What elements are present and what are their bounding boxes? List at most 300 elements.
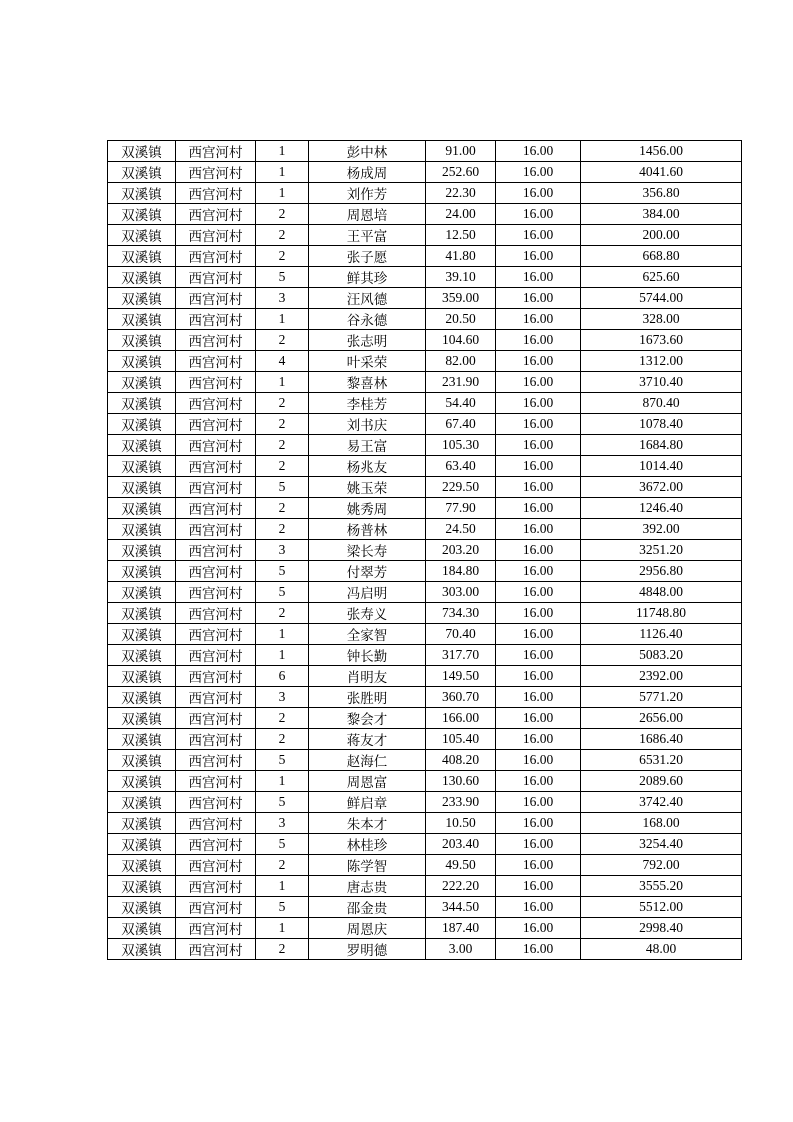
table-row (108, 372, 742, 393)
cell-name: 唐志贵 (309, 876, 426, 897)
cell-unit-price: 16.00 (496, 540, 581, 561)
cell-quantity: 91.00 (426, 141, 496, 162)
cell-quantity: 67.40 (426, 414, 496, 435)
cell-quantity: 184.80 (426, 561, 496, 582)
cell-name: 杨普林 (309, 519, 426, 540)
cell-village: 西宫河村 (176, 876, 256, 897)
table-row (108, 204, 742, 225)
cell-amount: 6531.20 (581, 750, 742, 771)
cell-town: 双溪镇 (108, 708, 176, 729)
table-row (108, 750, 742, 771)
cell-village: 西宫河村 (176, 246, 256, 267)
cell-amount: 3672.00 (581, 477, 742, 498)
cell-name: 张寿义 (309, 603, 426, 624)
cell-amount: 356.80 (581, 183, 742, 204)
cell-name: 邵金贵 (309, 897, 426, 918)
cell-quantity: 77.90 (426, 498, 496, 519)
cell-name: 全家智 (309, 624, 426, 645)
cell-quantity: 70.40 (426, 624, 496, 645)
cell-group: 1 (256, 141, 309, 162)
cell-name: 鲜其珍 (309, 267, 426, 288)
cell-amount: 392.00 (581, 519, 742, 540)
cell-amount: 2392.00 (581, 666, 742, 687)
cell-name: 蒋友才 (309, 729, 426, 750)
cell-village: 西宫河村 (176, 372, 256, 393)
cell-group: 5 (256, 582, 309, 603)
cell-quantity: 130.60 (426, 771, 496, 792)
cell-town: 双溪镇 (108, 162, 176, 183)
cell-unit-price: 16.00 (496, 771, 581, 792)
cell-village: 西宫河村 (176, 561, 256, 582)
cell-name: 周恩庆 (309, 918, 426, 939)
cell-amount: 1684.80 (581, 435, 742, 456)
cell-village: 西宫河村 (176, 393, 256, 414)
cell-group: 4 (256, 351, 309, 372)
cell-name: 彭中林 (309, 141, 426, 162)
cell-amount: 200.00 (581, 225, 742, 246)
cell-unit-price: 16.00 (496, 414, 581, 435)
cell-village: 西宫河村 (176, 204, 256, 225)
table-row (108, 435, 742, 456)
cell-town: 双溪镇 (108, 771, 176, 792)
cell-unit-price: 16.00 (496, 855, 581, 876)
cell-amount: 3742.40 (581, 792, 742, 813)
cell-group: 5 (256, 561, 309, 582)
cell-group: 2 (256, 414, 309, 435)
cell-unit-price: 16.00 (496, 498, 581, 519)
cell-quantity: 203.40 (426, 834, 496, 855)
cell-village: 西宫河村 (176, 855, 256, 876)
cell-group: 3 (256, 813, 309, 834)
cell-amount: 1456.00 (581, 141, 742, 162)
table-row (108, 393, 742, 414)
cell-amount: 5744.00 (581, 288, 742, 309)
cell-town: 双溪镇 (108, 729, 176, 750)
cell-amount: 5512.00 (581, 897, 742, 918)
cell-name: 陈学智 (309, 855, 426, 876)
cell-village: 西宫河村 (176, 813, 256, 834)
cell-village: 西宫河村 (176, 225, 256, 246)
cell-amount: 3254.40 (581, 834, 742, 855)
cell-town: 双溪镇 (108, 687, 176, 708)
cell-unit-price: 16.00 (496, 561, 581, 582)
cell-amount: 5771.20 (581, 687, 742, 708)
cell-unit-price: 16.00 (496, 477, 581, 498)
cell-name: 张志明 (309, 330, 426, 351)
cell-amount: 625.60 (581, 267, 742, 288)
cell-amount: 1078.40 (581, 414, 742, 435)
cell-quantity: 303.00 (426, 582, 496, 603)
table-row (108, 309, 742, 330)
cell-quantity: 12.50 (426, 225, 496, 246)
cell-town: 双溪镇 (108, 855, 176, 876)
cell-amount: 3555.20 (581, 876, 742, 897)
cell-unit-price: 16.00 (496, 309, 581, 330)
cell-name: 冯启明 (309, 582, 426, 603)
table-row (108, 477, 742, 498)
cell-unit-price: 16.00 (496, 666, 581, 687)
cell-amount: 870.40 (581, 393, 742, 414)
cell-town: 双溪镇 (108, 330, 176, 351)
cell-amount: 3251.20 (581, 540, 742, 561)
cell-amount: 1686.40 (581, 729, 742, 750)
cell-unit-price: 16.00 (496, 330, 581, 351)
cell-town: 双溪镇 (108, 897, 176, 918)
cell-group: 2 (256, 855, 309, 876)
cell-quantity: 222.20 (426, 876, 496, 897)
table-row (108, 351, 742, 372)
cell-town: 双溪镇 (108, 918, 176, 939)
table-row (108, 876, 742, 897)
cell-group: 5 (256, 750, 309, 771)
cell-town: 双溪镇 (108, 351, 176, 372)
cell-amount: 1126.40 (581, 624, 742, 645)
cell-name: 易王富 (309, 435, 426, 456)
table-row (108, 813, 742, 834)
cell-village: 西宫河村 (176, 540, 256, 561)
cell-village: 西宫河村 (176, 267, 256, 288)
cell-quantity: 104.60 (426, 330, 496, 351)
cell-town: 双溪镇 (108, 288, 176, 309)
cell-village: 西宫河村 (176, 729, 256, 750)
table-row (108, 141, 742, 162)
cell-quantity: 82.00 (426, 351, 496, 372)
cell-unit-price: 16.00 (496, 141, 581, 162)
table-row (108, 561, 742, 582)
cell-name: 周恩富 (309, 771, 426, 792)
cell-name: 黎会才 (309, 708, 426, 729)
cell-quantity: 10.50 (426, 813, 496, 834)
table-row (108, 414, 742, 435)
cell-town: 双溪镇 (108, 624, 176, 645)
cell-quantity: 408.20 (426, 750, 496, 771)
table-row (108, 708, 742, 729)
cell-name: 刘书庆 (309, 414, 426, 435)
cell-name: 张子愿 (309, 246, 426, 267)
cell-amount: 11748.80 (581, 603, 742, 624)
cell-name: 张胜明 (309, 687, 426, 708)
table-row (108, 729, 742, 750)
cell-quantity: 203.20 (426, 540, 496, 561)
cell-group: 2 (256, 498, 309, 519)
cell-village: 西宫河村 (176, 939, 256, 960)
cell-town: 双溪镇 (108, 456, 176, 477)
cell-quantity: 734.30 (426, 603, 496, 624)
cell-amount: 2956.80 (581, 561, 742, 582)
cell-village: 西宫河村 (176, 414, 256, 435)
table-row (108, 855, 742, 876)
cell-town: 双溪镇 (108, 309, 176, 330)
cell-village: 西宫河村 (176, 918, 256, 939)
cell-group: 1 (256, 162, 309, 183)
table-row (108, 666, 742, 687)
cell-town: 双溪镇 (108, 876, 176, 897)
cell-town: 双溪镇 (108, 666, 176, 687)
cell-amount: 48.00 (581, 939, 742, 960)
cell-group: 2 (256, 393, 309, 414)
cell-unit-price: 16.00 (496, 183, 581, 204)
cell-unit-price: 16.00 (496, 834, 581, 855)
cell-town: 双溪镇 (108, 540, 176, 561)
cell-village: 西宫河村 (176, 330, 256, 351)
cell-name: 朱本才 (309, 813, 426, 834)
table-row (108, 939, 742, 960)
cell-group: 2 (256, 435, 309, 456)
table-row (108, 918, 742, 939)
cell-village: 西宫河村 (176, 687, 256, 708)
cell-name: 王平富 (309, 225, 426, 246)
cell-group: 3 (256, 687, 309, 708)
cell-town: 双溪镇 (108, 225, 176, 246)
cell-name: 汪风德 (309, 288, 426, 309)
cell-name: 姚秀周 (309, 498, 426, 519)
cell-village: 西宫河村 (176, 666, 256, 687)
cell-name: 谷永德 (309, 309, 426, 330)
cell-unit-price: 16.00 (496, 519, 581, 540)
cell-name: 李桂芳 (309, 393, 426, 414)
cell-unit-price: 16.00 (496, 288, 581, 309)
cell-amount: 3710.40 (581, 372, 742, 393)
cell-amount: 328.00 (581, 309, 742, 330)
cell-quantity: 105.30 (426, 435, 496, 456)
cell-town: 双溪镇 (108, 939, 176, 960)
payment-table (107, 140, 742, 960)
cell-group: 1 (256, 624, 309, 645)
table-row (108, 288, 742, 309)
cell-town: 双溪镇 (108, 645, 176, 666)
cell-unit-price: 16.00 (496, 582, 581, 603)
cell-name: 付翠芳 (309, 561, 426, 582)
cell-group: 2 (256, 939, 309, 960)
cell-group: 5 (256, 834, 309, 855)
cell-quantity: 317.70 (426, 645, 496, 666)
cell-amount: 5083.20 (581, 645, 742, 666)
cell-unit-price: 16.00 (496, 687, 581, 708)
table-row (108, 687, 742, 708)
cell-amount: 1673.60 (581, 330, 742, 351)
cell-quantity: 63.40 (426, 456, 496, 477)
cell-unit-price: 16.00 (496, 729, 581, 750)
cell-group: 1 (256, 876, 309, 897)
cell-name: 刘作芳 (309, 183, 426, 204)
cell-town: 双溪镇 (108, 603, 176, 624)
cell-town: 双溪镇 (108, 393, 176, 414)
cell-unit-price: 16.00 (496, 225, 581, 246)
table-row (108, 225, 742, 246)
cell-village: 西宫河村 (176, 141, 256, 162)
cell-group: 5 (256, 897, 309, 918)
cell-amount: 1312.00 (581, 351, 742, 372)
cell-name: 杨成周 (309, 162, 426, 183)
cell-town: 双溪镇 (108, 498, 176, 519)
cell-name: 林桂珍 (309, 834, 426, 855)
cell-quantity: 22.30 (426, 183, 496, 204)
cell-group: 2 (256, 519, 309, 540)
table-row (108, 330, 742, 351)
cell-name: 黎喜林 (309, 372, 426, 393)
cell-unit-price: 16.00 (496, 918, 581, 939)
cell-group: 5 (256, 267, 309, 288)
cell-unit-price: 16.00 (496, 267, 581, 288)
cell-unit-price: 16.00 (496, 372, 581, 393)
cell-group: 2 (256, 204, 309, 225)
cell-quantity: 344.50 (426, 897, 496, 918)
cell-quantity: 360.70 (426, 687, 496, 708)
cell-quantity: 229.50 (426, 477, 496, 498)
cell-group: 1 (256, 918, 309, 939)
cell-unit-price: 16.00 (496, 792, 581, 813)
table-row (108, 246, 742, 267)
cell-village: 西宫河村 (176, 750, 256, 771)
cell-quantity: 359.00 (426, 288, 496, 309)
cell-name: 叶采荣 (309, 351, 426, 372)
cell-quantity: 105.40 (426, 729, 496, 750)
cell-quantity: 231.90 (426, 372, 496, 393)
cell-name: 赵海仁 (309, 750, 426, 771)
cell-name: 鲜启章 (309, 792, 426, 813)
cell-name: 杨兆友 (309, 456, 426, 477)
cell-village: 西宫河村 (176, 498, 256, 519)
cell-amount: 168.00 (581, 813, 742, 834)
cell-town: 双溪镇 (108, 750, 176, 771)
table-row (108, 792, 742, 813)
cell-village: 西宫河村 (176, 624, 256, 645)
table-row (108, 624, 742, 645)
cell-amount: 1246.40 (581, 498, 742, 519)
cell-amount: 2089.60 (581, 771, 742, 792)
cell-quantity: 24.50 (426, 519, 496, 540)
table-row (108, 897, 742, 918)
cell-amount: 2998.40 (581, 918, 742, 939)
cell-name: 周恩培 (309, 204, 426, 225)
cell-amount: 2656.00 (581, 708, 742, 729)
cell-quantity: 149.50 (426, 666, 496, 687)
cell-village: 西宫河村 (176, 792, 256, 813)
cell-village: 西宫河村 (176, 183, 256, 204)
cell-group: 1 (256, 372, 309, 393)
cell-amount: 792.00 (581, 855, 742, 876)
cell-group: 6 (256, 666, 309, 687)
cell-group: 2 (256, 246, 309, 267)
cell-name: 肖明友 (309, 666, 426, 687)
table-row (108, 456, 742, 477)
cell-quantity: 166.00 (426, 708, 496, 729)
cell-village: 西宫河村 (176, 519, 256, 540)
cell-name: 梁长寿 (309, 540, 426, 561)
cell-unit-price: 16.00 (496, 708, 581, 729)
cell-quantity: 39.10 (426, 267, 496, 288)
table-row (108, 834, 742, 855)
table-row (108, 645, 742, 666)
cell-town: 双溪镇 (108, 204, 176, 225)
cell-group: 5 (256, 477, 309, 498)
cell-unit-price: 16.00 (496, 393, 581, 414)
cell-town: 双溪镇 (108, 183, 176, 204)
cell-unit-price: 16.00 (496, 939, 581, 960)
cell-village: 西宫河村 (176, 288, 256, 309)
cell-town: 双溪镇 (108, 435, 176, 456)
table-row (108, 162, 742, 183)
cell-unit-price: 16.00 (496, 435, 581, 456)
cell-village: 西宫河村 (176, 771, 256, 792)
cell-unit-price: 16.00 (496, 603, 581, 624)
cell-unit-price: 16.00 (496, 456, 581, 477)
table-row (108, 183, 742, 204)
cell-amount: 668.80 (581, 246, 742, 267)
cell-quantity: 252.60 (426, 162, 496, 183)
cell-quantity: 20.50 (426, 309, 496, 330)
cell-unit-price: 16.00 (496, 351, 581, 372)
cell-town: 双溪镇 (108, 561, 176, 582)
cell-unit-price: 16.00 (496, 645, 581, 666)
cell-village: 西宫河村 (176, 435, 256, 456)
cell-village: 西宫河村 (176, 456, 256, 477)
cell-name: 钟长勤 (309, 645, 426, 666)
cell-town: 双溪镇 (108, 246, 176, 267)
cell-unit-price: 16.00 (496, 750, 581, 771)
cell-unit-price: 16.00 (496, 204, 581, 225)
cell-name: 罗明德 (309, 939, 426, 960)
cell-quantity: 24.00 (426, 204, 496, 225)
cell-group: 3 (256, 288, 309, 309)
cell-town: 双溪镇 (108, 519, 176, 540)
cell-unit-price: 16.00 (496, 162, 581, 183)
cell-village: 西宫河村 (176, 834, 256, 855)
cell-unit-price: 16.00 (496, 813, 581, 834)
cell-group: 2 (256, 603, 309, 624)
cell-quantity: 233.90 (426, 792, 496, 813)
cell-group: 2 (256, 456, 309, 477)
cell-group: 2 (256, 729, 309, 750)
cell-village: 西宫河村 (176, 351, 256, 372)
cell-village: 西宫河村 (176, 708, 256, 729)
cell-quantity: 187.40 (426, 918, 496, 939)
cell-village: 西宫河村 (176, 162, 256, 183)
cell-amount: 4041.60 (581, 162, 742, 183)
cell-unit-price: 16.00 (496, 246, 581, 267)
cell-town: 双溪镇 (108, 582, 176, 603)
cell-town: 双溪镇 (108, 477, 176, 498)
cell-group: 1 (256, 309, 309, 330)
cell-amount: 4848.00 (581, 582, 742, 603)
table-row (108, 498, 742, 519)
table-row (108, 603, 742, 624)
cell-town: 双溪镇 (108, 813, 176, 834)
cell-village: 西宫河村 (176, 309, 256, 330)
table-row (108, 540, 742, 561)
cell-village: 西宫河村 (176, 582, 256, 603)
cell-name: 姚玉荣 (309, 477, 426, 498)
cell-group: 3 (256, 540, 309, 561)
cell-unit-price: 16.00 (496, 624, 581, 645)
cell-quantity: 41.80 (426, 246, 496, 267)
cell-village: 西宫河村 (176, 645, 256, 666)
cell-town: 双溪镇 (108, 267, 176, 288)
cell-group: 2 (256, 708, 309, 729)
cell-village: 西宫河村 (176, 603, 256, 624)
cell-group: 2 (256, 330, 309, 351)
cell-group: 1 (256, 183, 309, 204)
cell-unit-price: 16.00 (496, 897, 581, 918)
cell-group: 1 (256, 645, 309, 666)
cell-unit-price: 16.00 (496, 876, 581, 897)
cell-town: 双溪镇 (108, 141, 176, 162)
cell-amount: 1014.40 (581, 456, 742, 477)
table-row (108, 771, 742, 792)
cell-group: 5 (256, 792, 309, 813)
cell-town: 双溪镇 (108, 372, 176, 393)
cell-group: 2 (256, 225, 309, 246)
